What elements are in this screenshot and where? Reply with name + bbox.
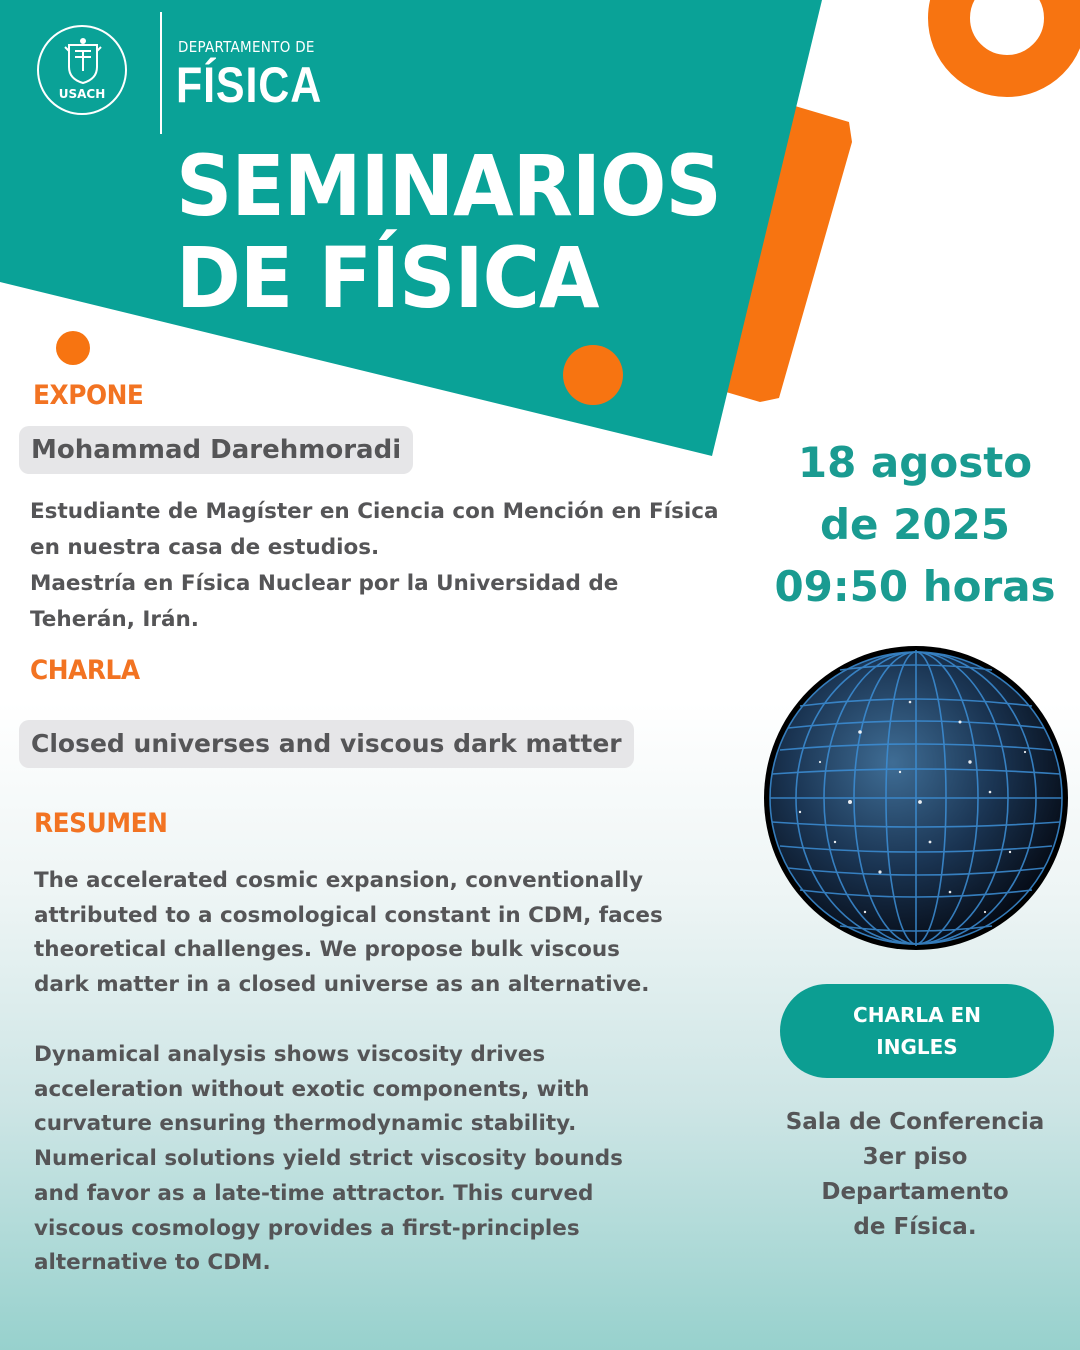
bio-line: Estudiante de Magíster en Ciencia con Mención en Física (30, 499, 719, 524)
venue-line: de Física. (853, 1214, 977, 1240)
venue (770, 1105, 1060, 1245)
venue-line: 3er piso (862, 1144, 968, 1170)
speaker-name: Mohammad Darehmoradi (19, 426, 413, 474)
talk-title: Closed universes and viscous dark matter (19, 720, 634, 768)
abstract-line: attributed to a cosmological constant in CDM, faces (34, 902, 663, 928)
venue-line: Sala de Conferencia (785, 1109, 1045, 1135)
language-badge (780, 984, 1054, 1078)
date-line-2: de 2025 (819, 500, 1011, 549)
abstract-line: alternative to CDM. (34, 1250, 271, 1276)
bio-line: en nuestra casa de estudios. (30, 535, 380, 560)
university-crest-icon (61, 37, 105, 87)
logo-text: USACH (58, 87, 106, 101)
abstract-line: curvature ensuring thermodynamic stability. (34, 1111, 577, 1137)
orange-ring (949, 0, 1065, 76)
event-time: 09:50 horas (774, 562, 1056, 611)
logo-divider (160, 12, 162, 134)
speaker-bio (30, 494, 718, 638)
title-line-1: SEMINARIOS (176, 137, 721, 235)
orange-dot-large (563, 345, 623, 405)
event-datetime (760, 432, 1070, 618)
abstract-line: The accelerated cosmic expansion, conventionally (34, 868, 643, 893)
abstract-paragraph-1 (34, 864, 663, 1003)
abstract-line: Dynamical analysis shows viscosity drives (34, 1042, 546, 1067)
abstract-line: dark matter in a closed universe as an alternative. (34, 972, 650, 998)
abstract-line: and favor as a late-time attractor. This curved (34, 1180, 594, 1206)
venue-line: Departamento (821, 1179, 1009, 1205)
usach-logo (37, 25, 127, 115)
department-prefix: DEPARTAMENTO DE (178, 38, 315, 56)
orange-dot-small (56, 331, 90, 365)
bio-line: Maestría en Física Nuclear por la Universidad de (30, 571, 619, 596)
abstract-label: RESUMEN (34, 808, 168, 839)
abstract-line: viscous cosmology provides a first-principles (34, 1215, 580, 1241)
talk-label: CHARLA (30, 655, 140, 686)
speaker-label: EXPONE (33, 380, 144, 411)
abstract-line: theoretical challenges. We propose bulk viscous (34, 937, 620, 963)
date-line-1: 18 agosto (797, 438, 1033, 487)
page-title (176, 137, 721, 327)
badge-line-1: CHARLA EN (853, 1003, 981, 1027)
bio-line: Teherán, Irán. (30, 607, 199, 632)
badge-line-2: INGLES (876, 1035, 958, 1059)
department-name: FÍSICA (176, 57, 323, 113)
abstract-line: Numerical solutions yield strict viscosity bounds (34, 1146, 623, 1172)
title-line-2: DE FÍSICA (176, 229, 599, 327)
universe-globe-image (760, 642, 1072, 954)
abstract-paragraph-2 (34, 1038, 623, 1281)
abstract-line: acceleration without exotic components, with (34, 1076, 590, 1102)
